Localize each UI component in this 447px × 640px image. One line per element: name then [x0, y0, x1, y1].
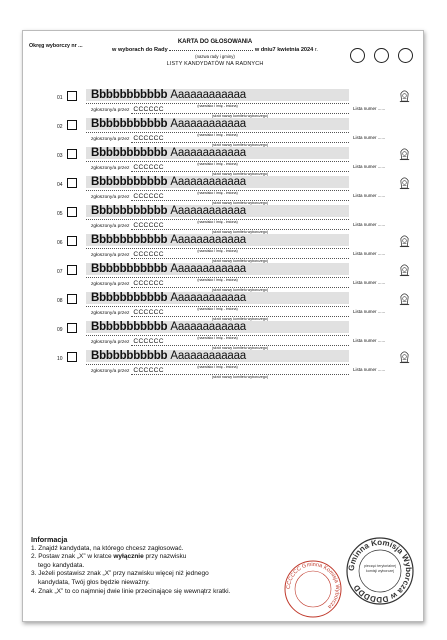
- candidate-first-name: Bbbbbbbbbbb: [91, 321, 168, 333]
- submitted-by-label: zgłoszony/a przez: [91, 311, 130, 316]
- list-number-label: Lista numer ......: [353, 251, 386, 256]
- info-line-2-bold: wyłącznie: [113, 553, 144, 561]
- candidate-number: 10: [57, 356, 63, 362]
- list-number-label: Lista numer ......: [353, 135, 386, 140]
- stamp-circle-1: [350, 48, 365, 63]
- candidate-first-name: Bbbbbbbbbbb: [91, 292, 168, 304]
- submitted-by-label: zgłoszony/a przez: [91, 137, 130, 142]
- vote-checkbox[interactable]: [67, 207, 77, 217]
- svg-text:CCCCCC Gminna Komisja Wyborcza: CCCCCC Gminna Komisja Wyborcza: [285, 561, 341, 610]
- candidate-first-name: Bbbbbbbbbbb: [91, 118, 168, 130]
- committee-caption: (skrót nazwy komitetu wyborczego): [211, 172, 269, 176]
- date-pre: w dniu: [254, 47, 273, 53]
- submitted-by: [91, 164, 164, 171]
- info-line-1: 1. Znajdź kandydata, na którego chcesz zagłosować.: [31, 544, 184, 552]
- candidate-number: 06: [57, 240, 63, 246]
- candidate-name: [86, 118, 349, 130]
- candidate-name: [86, 147, 349, 159]
- info-section: [31, 536, 321, 596]
- list-number-label: Lista numer ......: [353, 222, 386, 227]
- district-label: Okręg wyborczy nr ...: [29, 43, 83, 49]
- candidate-name: [86, 89, 349, 101]
- candidate-entry: [23, 349, 423, 379]
- name-caption: (nazwisko i imię - imiona): [197, 365, 238, 369]
- candidate-number: 08: [57, 298, 63, 304]
- submitted-by: [91, 222, 164, 229]
- ballot-sheet: [22, 30, 424, 622]
- name-caption: (nazwisko i imię - imiona): [197, 249, 238, 253]
- election-line: [95, 45, 335, 53]
- name-caption: (nazwisko i imię - imiona): [197, 220, 238, 224]
- stamp-circle-3: [398, 48, 413, 63]
- name-caption: (nazwisko i imię - imiona): [197, 191, 238, 195]
- seal-icon: [398, 292, 411, 306]
- committee-stamp: [283, 559, 343, 619]
- list-number-label: Lista numer ......: [353, 280, 386, 285]
- submitted-by-label: zgłoszony/a przez: [91, 253, 130, 258]
- candidate-entry: [23, 146, 423, 176]
- candidate-first-name: Bbbbbbbbbbb: [91, 176, 168, 188]
- info-line-2-post: przy nazwisku: [143, 553, 187, 561]
- list-heading: LISTY KANDYDATÓW NA RADNYCH: [166, 61, 264, 67]
- committee-caption: (skrót nazwy komitetu wyborczego): [211, 375, 269, 379]
- candidate-last-name: Aaaaaaaaaaaa: [170, 292, 246, 304]
- candidate-entry: [23, 117, 423, 147]
- candidate-entry: [23, 88, 423, 118]
- list-number-label: Lista numer ......: [353, 309, 386, 314]
- seal-icon: [398, 176, 411, 190]
- candidate-entry: [23, 291, 423, 321]
- candidate-first-name: Bbbbbbbbbbb: [91, 205, 168, 217]
- candidate-number: 05: [57, 211, 63, 217]
- submitted-by: [91, 106, 164, 113]
- candidate-first-name: Bbbbbbbbbbb: [91, 263, 168, 275]
- vote-checkbox[interactable]: [67, 178, 77, 188]
- submitted-by-label: zgłoszony/a przez: [91, 369, 130, 374]
- candidate-number: 04: [57, 182, 63, 188]
- vote-checkbox[interactable]: [67, 294, 77, 304]
- candidate-first-name: Bbbbbbbbbbb: [91, 89, 168, 101]
- candidate-name: [86, 263, 349, 275]
- seal-icon: [398, 147, 411, 161]
- candidate-entry: [23, 233, 423, 263]
- submitted-by-label: zgłoszony/a przez: [91, 224, 130, 229]
- vote-checkbox[interactable]: [67, 323, 77, 333]
- committee-caption: (skrót nazwy komitetu wyborczego): [211, 230, 269, 234]
- committee-caption: (skrót nazwy komitetu wyborczego): [211, 114, 269, 118]
- seal-icon: [398, 350, 411, 364]
- name-caption: (nazwisko i imię - imiona): [197, 307, 238, 311]
- name-caption: (nazwisko i imię - imiona): [197, 278, 238, 282]
- candidate-last-name: Aaaaaaaaaaaa: [170, 350, 246, 362]
- name-caption: (nazwisko i imię - imiona): [197, 162, 238, 166]
- candidate-number: 02: [57, 124, 63, 130]
- list-number-label: Lista numer ......: [353, 338, 386, 343]
- candidate-first-name: Bbbbbbbbbbb: [91, 147, 168, 159]
- ballot-header: [95, 39, 335, 67]
- ballot-title: KARTA DO GŁOSOWANIA: [177, 39, 253, 45]
- vote-checkbox[interactable]: [67, 120, 77, 130]
- committee-caption: (skrót nazwy komitetu wyborczego): [211, 317, 269, 321]
- list-number-label: Lista numer ......: [353, 164, 386, 169]
- list-number-label: Lista numer ......: [353, 367, 386, 372]
- election-pre: w wyborach do Rady: [112, 47, 168, 53]
- candidate-number: 07: [57, 269, 63, 275]
- committee-caption: (skrót nazwy komitetu wyborczego): [211, 259, 269, 263]
- submitted-by-label: zgłoszony/a przez: [91, 166, 130, 171]
- committee-name: CCCCCC: [133, 222, 164, 229]
- election-date: 7 kwietnia 2024: [272, 47, 314, 53]
- candidate-number: 09: [57, 327, 63, 333]
- candidate-name: [86, 234, 349, 246]
- info-line-4: 4. Znak „X” to co najmniej dwie linie przecinające się wewnątrz kratki.: [31, 587, 231, 595]
- committee-name: CCCCCC: [133, 280, 164, 287]
- committee-caption: (skrót nazwy komitetu wyborczego): [211, 143, 269, 147]
- submitted-by-label: zgłoszony/a przez: [91, 195, 130, 200]
- submitted-by-label: zgłoszony/a przez: [91, 340, 130, 345]
- committee-name: CCCCCC: [133, 309, 164, 316]
- committee-caption: (skrót nazwy komitetu wyborczego): [211, 346, 269, 350]
- date-suffix: r.: [314, 47, 318, 53]
- vote-checkbox[interactable]: [67, 91, 77, 101]
- candidate-first-name: Bbbbbbbbbbb: [91, 350, 168, 362]
- candidate-name: [86, 176, 349, 188]
- vote-checkbox[interactable]: [67, 236, 77, 246]
- name-caption: (nazwisko i imię - imiona): [197, 133, 238, 137]
- submitted-by: [91, 309, 164, 316]
- vote-checkbox[interactable]: [67, 352, 77, 362]
- council-caption: (nazwa rady i gminy): [195, 54, 235, 59]
- list-number-label: Lista numer ......: [353, 106, 386, 111]
- committee-name: CCCCCC: [133, 106, 164, 113]
- candidate-last-name: Aaaaaaaaaaaa: [170, 118, 246, 130]
- name-caption: (nazwisko i imię - imiona): [197, 104, 238, 108]
- info-line-2b: tego kandydata.: [38, 561, 85, 569]
- info-line-2: [31, 553, 321, 562]
- submitted-by: [91, 135, 164, 142]
- candidate-name: [86, 205, 349, 217]
- submitted-by-label: zgłoszony/a przez: [91, 282, 130, 287]
- council-dots: [169, 45, 253, 51]
- candidate-last-name: Aaaaaaaaaaaa: [170, 234, 246, 246]
- candidate-last-name: Aaaaaaaaaaaa: [170, 205, 246, 217]
- candidate-name: [86, 292, 349, 304]
- candidate-number: 01: [57, 95, 63, 101]
- committee-name: CCCCCC: [133, 338, 164, 345]
- committee-name: CCCCCC: [133, 367, 164, 374]
- seal-icon: [398, 89, 411, 103]
- info-line-2-pre: 2. Postaw znak „X” w kratce: [31, 553, 114, 561]
- committee-caption: (skrót nazwy komitetu wyborczego): [211, 288, 269, 292]
- committee-name: CCCCCC: [133, 164, 164, 171]
- candidate-last-name: Aaaaaaaaaaaa: [170, 176, 246, 188]
- vote-checkbox[interactable]: [67, 265, 77, 275]
- stamp-circle-2: [374, 48, 389, 63]
- submitted-by: [91, 367, 164, 374]
- commission-stamp: Gminna Komisja Wyborcza w DDDDDD pieczęć terytorialnej komisji wyborczej: [346, 537, 414, 605]
- info-heading: Informacja: [31, 535, 68, 544]
- submitted-by: [91, 193, 164, 200]
- candidate-name: [86, 350, 349, 362]
- submitted-by: [91, 280, 164, 287]
- info-line-3b: kandydata, Twój głos będzie nieważny.: [38, 578, 150, 586]
- candidate-name: [86, 321, 349, 333]
- vote-checkbox[interactable]: [67, 149, 77, 159]
- info-line-3: 3. Jeżeli postawisz znak „X” przy nazwisku więcej niż jednego: [31, 570, 209, 578]
- submitted-by-label: zgłoszony/a przez: [91, 108, 130, 113]
- submitted-by: [91, 251, 164, 258]
- candidate-entry: [23, 320, 423, 350]
- candidate-last-name: Aaaaaaaaaaaa: [170, 89, 246, 101]
- committee-caption: (skrót nazwy komitetu wyborczego): [211, 201, 269, 205]
- committee-name: CCCCCC: [133, 193, 164, 200]
- submitted-by: [91, 338, 164, 345]
- list-number-label: Lista numer ......: [353, 193, 386, 198]
- name-caption: (nazwisko i imię - imiona): [197, 336, 238, 340]
- committee-name: CCCCCC: [133, 135, 164, 142]
- candidate-number: 03: [57, 153, 63, 159]
- candidate-last-name: Aaaaaaaaaaaa: [170, 147, 246, 159]
- candidate-last-name: Aaaaaaaaaaaa: [170, 263, 246, 275]
- candidate-entry: [23, 175, 423, 205]
- committee-name: CCCCCC: [133, 251, 164, 258]
- candidate-entry: [23, 204, 423, 234]
- candidate-last-name: Aaaaaaaaaaaa: [170, 321, 246, 333]
- svg-text:Gminna Komisja Wyborcza w DDDD: Gminna Komisja Wyborcza w DDDDDD: [346, 537, 414, 605]
- seal-icon: [398, 234, 411, 248]
- candidate-entry: [23, 262, 423, 292]
- seal-icon: [398, 263, 411, 277]
- candidate-first-name: Bbbbbbbbbbb: [91, 234, 168, 246]
